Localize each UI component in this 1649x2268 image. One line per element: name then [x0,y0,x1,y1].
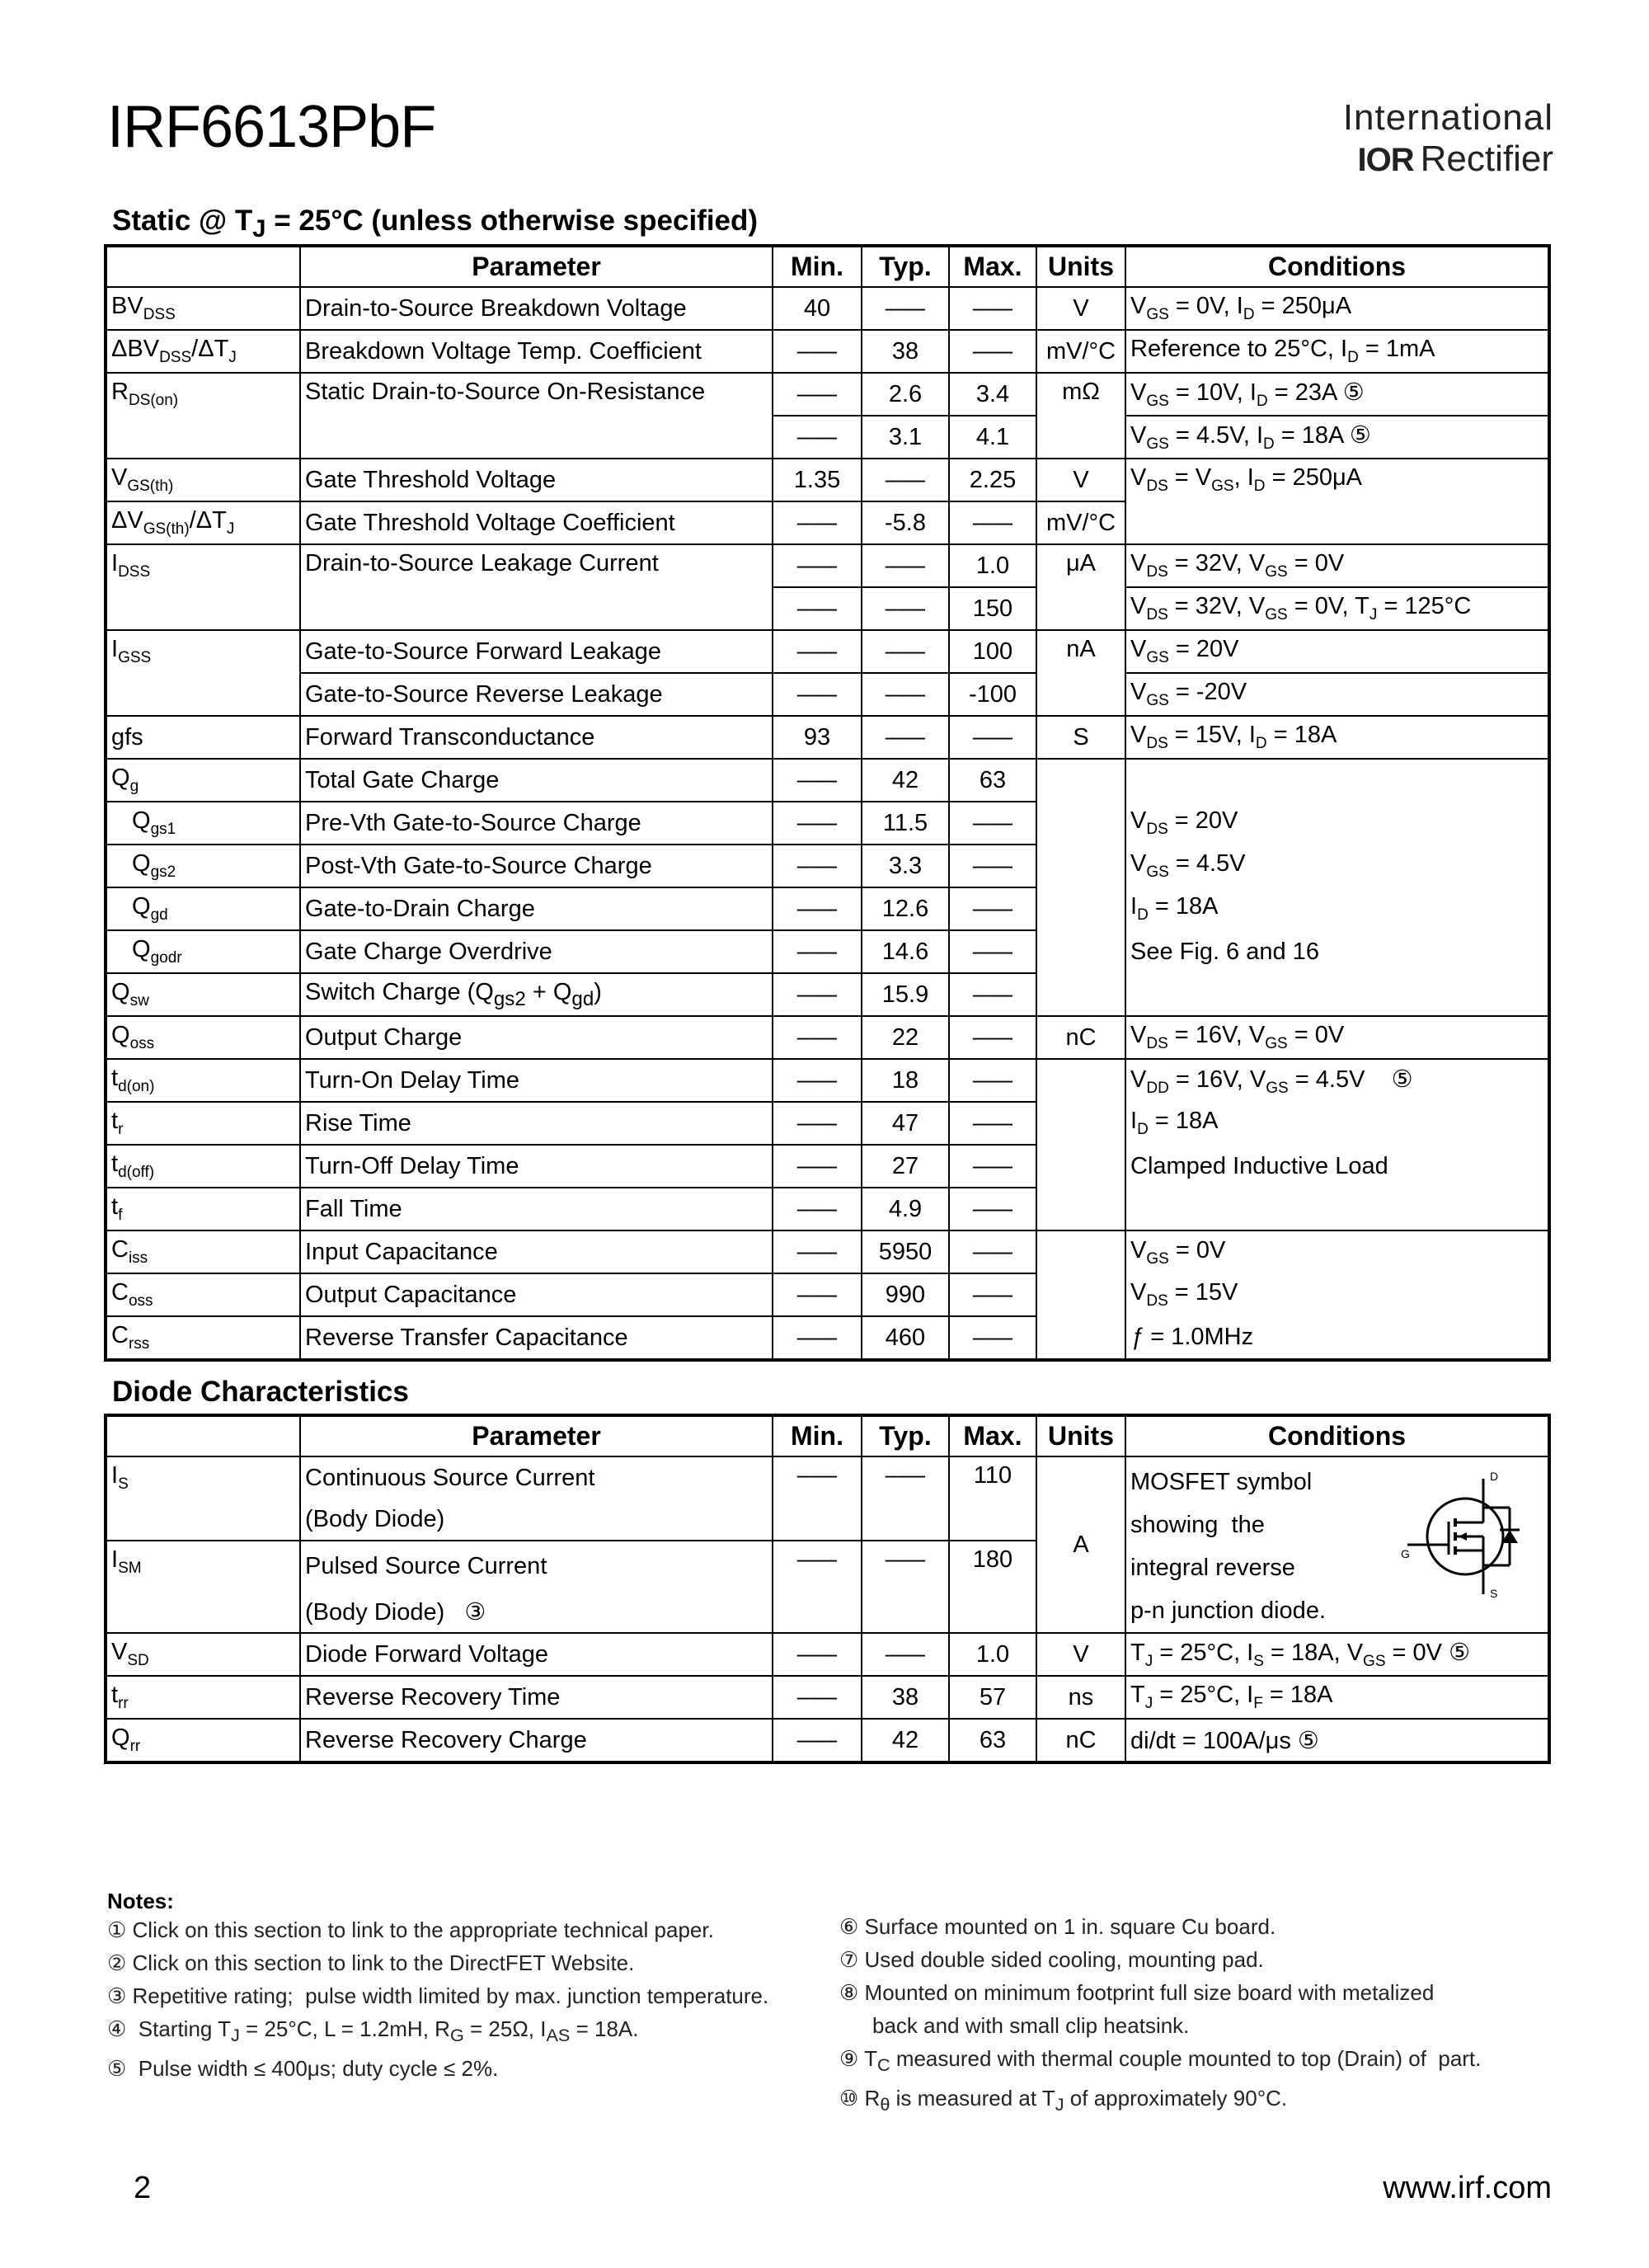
note-item: ① Click on this section to link to the appropriate technical paper. [107,1917,714,1942]
units-cell: mΩ [1036,373,1125,459]
units-cell: S [1036,716,1125,759]
parameter-cell: Drain-to-Source Leakage Current [300,544,773,630]
header-units: Units [1036,1415,1125,1456]
conditions-cell: $V_{DD} = 16V$, $V_{GS} = 4.5V$ ⑤ [1125,1059,1549,1102]
conditions-cell: $V_{GS} = 4.5V$, $I_D = 18A$ ⑤ [1125,416,1549,459]
min-cell: ––– [773,587,862,630]
max-cell: 1.0 [949,544,1036,587]
symbol-cell: $I_{GSS}$ [106,630,300,716]
header-min: Min. [773,1415,862,1456]
company-logo [1343,97,1553,181]
max-cell: ––– [949,1316,1036,1360]
note-item: ⑨ $T_C$ measured with thermal couple mounted to top (Drain) of part. [839,2046,1482,2076]
symbol-text-line: integral reverse [1130,1555,1295,1581]
min-cell: ––– [773,1188,862,1230]
conditions-cell: $V_{GS} = 10V$, $I_D = 23A$ ⑤ [1125,373,1549,416]
min-cell: 40 [773,287,862,330]
note-item: back and with small clip heatsink. [872,2013,1190,2038]
max-cell: ––– [949,1273,1036,1316]
table-row [106,1102,1549,1145]
table-row [106,1059,1549,1102]
min-cell: ––– [773,1541,862,1633]
max-cell: 1.0 [949,1633,1036,1676]
min-cell: ––– [773,544,862,587]
units-cell: ns [1036,1676,1125,1719]
max-cell: ––– [949,973,1036,1016]
mosfet-symbol-icon [1401,1462,1541,1602]
symbol-text-line: p-n junction diode. [1130,1597,1326,1624]
typ-cell: 42 [862,1719,949,1762]
typ-cell: 3.1 [862,416,949,459]
typ-cell: ––– [862,1541,949,1633]
max-cell: ––– [949,1102,1036,1145]
symbol-cell: $Q_{sw}$ [106,973,300,1016]
min-cell: ––– [773,1316,862,1360]
symbol-cell: $Q_{gd}$ [106,887,300,930]
units-cell: A [1036,1456,1125,1633]
min-cell: ––– [773,930,862,973]
logo-line-2: Rectifier [1420,139,1553,179]
typ-cell: 4.9 [862,1188,949,1230]
parameter-cell: Breakdown Voltage Temp. Coefficient [300,330,773,373]
conditions-cell: $V_{DS} = 32V$, $V_{GS} = 0V$ [1125,544,1549,587]
header-conditions: Conditions [1125,1415,1549,1456]
max-cell: ––– [949,330,1036,373]
typ-cell: 12.6 [862,887,949,930]
min-cell: ––– [773,1102,862,1145]
parameter-cell: Drain-to-Source Breakdown Voltage [300,287,773,330]
max-cell: ––– [949,930,1036,973]
symbol-cell: $\Delta V_{GS(th)}/\Delta T_J$ [106,501,300,544]
parameter-cell: Total Gate Charge [300,759,773,802]
parameter-cell: Reverse Transfer Capacitance [300,1316,773,1360]
conditions-cell: See Fig. 6 and 16 [1125,930,1549,973]
conditions-cell: $V_{GS} = -20V$ [1125,673,1549,716]
conditions-cell: di/dt = 100A/μs ⑤ [1125,1719,1549,1762]
symbol-cell: $I_S$ [106,1456,300,1541]
parameter-cell: Gate Charge Overdrive [300,930,773,973]
max-cell: 4.1 [949,416,1036,459]
units-cell: V [1036,459,1125,501]
min-cell: ––– [773,759,862,802]
header-min: Min. [773,246,862,287]
max-cell: ––– [949,802,1036,845]
symbol-cell: $Q_{gs1}$ [106,802,300,845]
units-cell: mV/°C [1036,330,1125,373]
header-parameter: Parameter [300,1415,773,1456]
table-row [106,1719,1549,1762]
units-cell: μA [1036,544,1125,630]
min-cell: ––– [773,416,862,459]
table-row [106,1188,1549,1230]
symbol-cell: $R_{DS(on)}$ [106,373,300,459]
min-cell: ––– [773,373,862,416]
table-row [106,373,1549,416]
note-item: ④ Starting $T_J = 25^\circ C$, L = 1.2mH, $R_G = 25\Omega$, $I_{AS} = 18A$. [107,2016,639,2046]
max-cell: ––– [949,845,1036,887]
diode-characteristics-table [104,1414,1551,1764]
units-cell: V [1036,287,1125,330]
conditions-cell [1125,759,1549,802]
table-row [106,330,1549,373]
min-cell: ––– [773,1456,862,1541]
logo-line-1: International [1342,97,1553,138]
symbol-cell: $V_{SD}$ [106,1633,300,1676]
typ-cell: ––– [862,544,949,587]
notes-title: Notes: [107,1889,174,1913]
typ-cell: ––– [862,630,949,673]
parameter-cell: Reverse Recovery Time [300,1676,773,1719]
table-row [106,544,1549,587]
typ-cell: ––– [862,459,949,501]
units-cell [1036,1230,1125,1360]
conditions-cell: $V_{DS} = 15V$ [1125,1273,1549,1316]
min-cell: ––– [773,1230,862,1273]
symbol-text-line: showing the [1130,1512,1265,1538]
typ-cell: 2.6 [862,373,949,416]
symbol-cell: $Q_g$ [106,759,300,802]
table-row [106,287,1549,330]
max-cell: 3.4 [949,373,1036,416]
table-row [106,845,1549,887]
max-cell: ––– [949,287,1036,330]
units-cell: V [1036,1633,1125,1676]
conditions-cell: $I_D = 18A$ [1125,887,1549,930]
parameter-cell: Gate-to-Source Forward Leakage [300,630,773,673]
symbol-text-line: MOSFET symbol [1130,1469,1313,1495]
conditions-cell: $V_{GS} = 4.5V$ [1125,845,1549,887]
header-max: Max. [949,1415,1036,1456]
symbol-cell: $t_r$ [106,1102,300,1145]
typ-cell: -5.8 [862,501,949,544]
units-cell: nC [1036,1719,1125,1762]
symbol-cell: $I_{DSS}$ [106,544,300,630]
typ-cell: 15.9 [862,973,949,1016]
table-row [106,1230,1549,1273]
table-row [106,802,1549,845]
symbol-cell: $t_{rr}$ [106,1676,300,1719]
svg-text:D: D [1490,1470,1499,1483]
table-row [106,887,1549,930]
conditions-cell [1125,973,1549,1016]
static-characteristics-table [104,244,1551,1362]
table-header-row [106,246,1549,287]
typ-cell: 3.3 [862,845,949,887]
table-row [106,1016,1549,1059]
symbol-cell: $BV_{DSS}$ [106,287,300,330]
symbol-cell: $Q_{godr}$ [106,930,300,973]
notes-right-column [839,1910,1481,2121]
max-cell: 100 [949,630,1036,673]
table-row [106,759,1549,802]
parameter-cell: Gate Threshold Voltage [300,459,773,501]
table-row [106,1273,1549,1316]
min-cell: ––– [773,1145,862,1188]
static-section-title: Static @ $T_J = 25^\circ C$ (unless otherwise specified) [112,205,759,242]
symbol-cell: $t_{d(on)}$ [106,1059,300,1102]
max-cell: -100 [949,673,1036,716]
symbol-cell: $C_{iss}$ [106,1230,300,1273]
max-cell: 63 [949,1719,1036,1762]
parameter-cell: Output Charge [300,1016,773,1059]
typ-cell: 990 [862,1273,949,1316]
typ-cell: ––– [862,1456,949,1541]
symbol-cell: $Q_{oss}$ [106,1016,300,1059]
parameter-cell: Rise Time [300,1102,773,1145]
min-cell: ––– [773,887,862,930]
max-cell: ––– [949,1188,1036,1230]
parameter-cell: Forward Transconductance [300,716,773,759]
header-units: Units [1036,246,1125,287]
header-typ: Typ. [862,246,949,287]
note-item: ⑤ Pulse width ≤ 400μs; duty cycle ≤ 2%. [107,2056,499,2082]
header-max: Max. [949,246,1036,287]
max-cell: 180 [949,1541,1036,1633]
typ-cell: ––– [862,287,949,330]
parameter-cell: Gate-to-Source Reverse Leakage [300,673,773,716]
parameter-cell: Pre-Vth Gate-to-Source Charge [300,802,773,845]
max-cell: ––– [949,1145,1036,1188]
max-cell: ––– [949,716,1036,759]
parameter-cell: Switch Charge $(Q_{gs2} + Q_{gd})$ [300,973,773,1016]
typ-cell: 47 [862,1102,949,1145]
min-cell: ––– [773,501,862,544]
parameter-cell: Pulsed Source Current [300,1541,773,1591]
conditions-cell: $I_D = 18A$ [1125,1102,1549,1145]
note-item: ⑩ $R_\theta$ is measured at $T_J$ of approximately 90°C. [839,2086,1288,2115]
parameter-cell: Gate-to-Drain Charge [300,887,773,930]
parameter-cell: Gate Threshold Voltage Coefficient [300,501,773,544]
typ-cell: ––– [862,673,949,716]
conditions-cell: $V_{GS} = 0V$ [1125,1230,1549,1273]
parameter-cell: Post-Vth Gate-to-Source Charge [300,845,773,887]
svg-text:G: G [1401,1547,1410,1560]
typ-cell: 38 [862,330,949,373]
header-symbol [106,1415,300,1456]
symbol-cell: $t_{d(off)}$ [106,1145,300,1188]
diode-section-title: Diode Characteristics [112,1376,409,1408]
min-cell: ––– [773,330,862,373]
typ-cell: 42 [862,759,949,802]
header-symbol [106,246,300,287]
symbol-cell: $t_f$ [106,1188,300,1230]
conditions-cell: $V_{DS} = 16V$, $V_{GS} = 0V$ [1125,1016,1549,1059]
note-item: ⑥ Surface mounted on 1 in. square Cu board. [839,1914,1276,1939]
typ-cell: 460 [862,1316,949,1360]
symbol-cell: $V_{GS(th)}$ [106,459,300,501]
conditions-cell: $V_{GS} = 0V$, $I_D = 250\mu A$ [1125,287,1549,330]
table-header-row [106,1415,1549,1456]
min-cell: 1.35 [773,459,862,501]
conditions-cell: $T_J = 25^\circ C$, $I_F = 18A$ [1125,1676,1549,1719]
table-row [106,630,1549,673]
units-cell [1036,1059,1125,1230]
table-row [106,973,1549,1016]
header-typ: Typ. [862,1415,949,1456]
notes-left-column [107,1913,768,2085]
parameter-cell: Reverse Recovery Charge [300,1719,773,1762]
table-row [106,1676,1549,1719]
typ-cell: 5950 [862,1230,949,1273]
min-cell: ––– [773,1719,862,1762]
parameter-cell: Input Capacitance [300,1230,773,1273]
conditions-cell [1125,1188,1549,1230]
parameter-cell: Diode Forward Voltage [300,1633,773,1676]
min-cell: ––– [773,802,862,845]
max-cell: 110 [949,1456,1036,1541]
max-cell: ––– [949,1230,1036,1273]
logo-ior-mark: IOR [1357,142,1414,178]
min-cell: ––– [773,1676,862,1719]
parameter-cell-continued: (Body Diode) [300,1499,773,1541]
mosfet-symbol-cell [1125,1456,1549,1633]
header-conditions: Conditions [1125,246,1549,287]
conditions-cell: $V_{DS} = V_{GS}$, $I_D = 250\mu A$ [1125,459,1549,544]
max-cell: ––– [949,1016,1036,1059]
min-cell: ––– [773,1273,862,1316]
typ-cell: 27 [862,1145,949,1188]
symbol-cell: $Q_{gs2}$ [106,845,300,887]
min-cell: 93 [773,716,862,759]
max-cell: ––– [949,887,1036,930]
table-row [106,1316,1549,1360]
units-cell: mV/°C [1036,501,1125,544]
min-cell: ––– [773,673,862,716]
conditions-cell: Clamped Inductive Load [1125,1145,1549,1188]
conditions-cell: Reference to 25°C, $I_D = 1mA$ [1125,330,1549,373]
table-row [106,1456,1549,1499]
parameter-cell: Turn-Off Delay Time [300,1145,773,1188]
units-cell: nA [1036,630,1125,716]
max-cell: 150 [949,587,1036,630]
max-cell: 57 [949,1676,1036,1719]
max-cell: 2.25 [949,459,1036,501]
table-row [106,673,1549,716]
table-row [106,459,1549,501]
conditions-cell: $V_{DS} = 15V$, $I_D = 18A$ [1125,716,1549,759]
svg-text:S: S [1490,1587,1498,1600]
units-cell: nC [1036,1016,1125,1059]
conditions-cell: $V_{DS} = 32V$, $V_{GS} = 0V$, $T_J = 125^\circ C$ [1125,587,1549,630]
conditions-cell: $T_J = 25^\circ C$, $I_S = 18A$, $V_{GS} = 0V$ ⑤ [1125,1633,1549,1676]
note-item: ⑧ Mounted on minimum footprint full size board with metalized [839,1980,1435,2005]
conditions-cell: $V_{DS} = 20V$ [1125,802,1549,845]
header-parameter: Parameter [300,246,773,287]
note-item: ③ Repetitive rating; pulse width limited by max. junction temperature. [107,1983,769,2008]
footer-url[interactable]: www.irf.com [1383,2171,1552,2205]
typ-cell: 18 [862,1059,949,1102]
table-row [106,930,1549,973]
table-row [106,1633,1549,1676]
min-cell: ––– [773,845,862,887]
part-number-title: IRF6613PbF [107,94,436,160]
typ-cell: ––– [862,1633,949,1676]
page-number: 2 [134,2171,152,2205]
symbol-cell: $I_{SM}$ [106,1541,300,1633]
parameter-cell: Static Drain-to-Source On-Resistance [300,373,773,459]
min-cell: ––– [773,1016,862,1059]
min-cell: ––– [773,630,862,673]
table-row [106,716,1549,759]
parameter-cell: Turn-On Delay Time [300,1059,773,1102]
note-item: ⑦ Used double sided cooling, mounting pad. [839,1947,1264,1972]
max-cell: ––– [949,501,1036,544]
symbol-cell: gfs [106,716,300,759]
symbol-cell: $C_{oss}$ [106,1273,300,1316]
symbol-cell: $\Delta BV_{DSS}/\Delta T_J$ [106,330,300,373]
typ-cell: ––– [862,587,949,630]
symbol-cell: $Q_{rr}$ [106,1719,300,1762]
parameter-cell: Fall Time [300,1188,773,1230]
min-cell: ––– [773,1633,862,1676]
min-cell: ––– [773,1059,862,1102]
typ-cell: 22 [862,1016,949,1059]
table-row [106,1145,1549,1188]
conditions-cell: ƒ = 1.0MHz [1125,1316,1549,1360]
note-item: ② Click on this section to link to the DirectFET Website. [107,1950,635,1975]
typ-cell: 14.6 [862,930,949,973]
max-cell: ––– [949,1059,1036,1102]
typ-cell: 11.5 [862,802,949,845]
symbol-cell: $C_{rss}$ [106,1316,300,1360]
parameter-cell: Continuous Source Current [300,1456,773,1499]
conditions-cell: $V_{GS} = 20V$ [1125,630,1549,673]
min-cell: ––– [773,973,862,1016]
typ-cell: ––– [862,716,949,759]
units-cell [1036,759,1125,1016]
typ-cell: 38 [862,1676,949,1719]
max-cell: 63 [949,759,1036,802]
parameter-cell-continued: (Body Diode) ③ [300,1591,773,1633]
parameter-cell: Output Capacitance [300,1273,773,1316]
